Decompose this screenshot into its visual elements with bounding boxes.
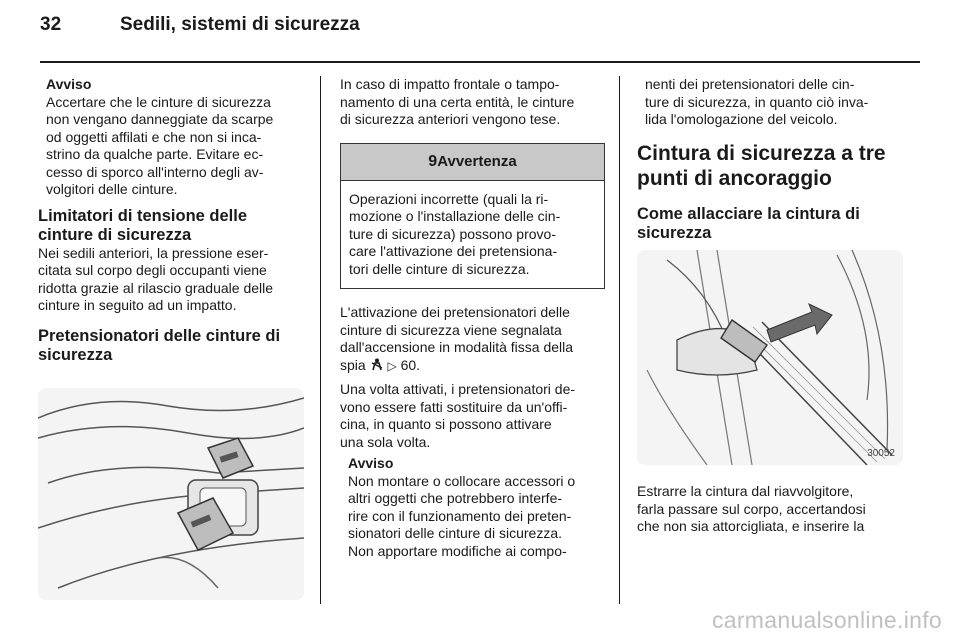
paragraph: [637, 483, 905, 536]
text-line: che non sia attorcigliata, e inserire la: [637, 518, 865, 534]
notice-line: od oggetti affilati e che non si inca-: [46, 128, 262, 145]
text-line: L'attivazione dei pretensionatori delle: [340, 304, 570, 320]
text-line: citata sul corpo degli occupanti viene: [38, 262, 267, 278]
text-line: Estrarre la cintura dal riavvolgitore,: [637, 483, 854, 499]
warning-box: [340, 143, 605, 290]
buckle-illustration: [38, 388, 304, 600]
notice-label: Avviso: [46, 76, 92, 92]
page-number: 32: [40, 14, 62, 35]
heading-line: cinture di sicurezza: [38, 225, 192, 244]
heading-line: Pretensionatori delle cinture di: [38, 326, 281, 345]
header-rule: [40, 61, 920, 63]
section-heading: [38, 327, 308, 365]
text-line: care l'attivazione dei pretensiona-: [349, 243, 558, 259]
text-line: Una volta attivati, i pretensionatori de-: [340, 381, 576, 397]
column-right: [637, 76, 905, 243]
text-line: tori delle cinture di sicurezza.: [349, 260, 530, 277]
column-right-lower: [637, 483, 905, 536]
warning-icon: 9: [428, 152, 438, 170]
text-line: In caso di impatto frontale o tampo-: [340, 76, 560, 92]
seatbelt-illustration: [637, 250, 903, 465]
notice-line: Non apportare modifiche ai compo-: [348, 542, 567, 559]
text-line: cinture in seguito ad un impatto.: [38, 297, 237, 313]
text-span: spia: [340, 356, 366, 373]
notice-line: altri oggetti che potrebbero interfe-: [348, 490, 563, 506]
column-divider: [320, 76, 321, 604]
text-line: [340, 357, 605, 376]
paragraph: [340, 76, 605, 129]
text-line: dall'accensione in modalità fissa della: [340, 339, 574, 355]
text-line: namento di una certa entità, le cinture: [340, 93, 575, 110]
text-line: cinture di sicurezza viene segnalata: [340, 321, 562, 338]
page-title: Sedili, sistemi di sicurezza: [120, 14, 360, 35]
warning-title: Avvertenza: [437, 153, 517, 170]
text-line: Operazioni incorrette (quali la ri-: [349, 190, 549, 207]
notice-line: Non montare o collocare accessori o: [348, 472, 576, 489]
section-heading: [38, 207, 308, 245]
section-heading: [637, 141, 905, 191]
page-reference[interactable]: 60.: [400, 356, 421, 373]
heading-line: Come allacciare la cintura di: [637, 204, 860, 223]
notice-line: Accertare che le cinture di sicurezza: [46, 93, 271, 110]
subsection-heading: [637, 205, 905, 243]
notice-line: cesso di sporco all'interno degli av-: [46, 163, 264, 180]
page-header: [40, 14, 360, 36]
notice-line: lida l'omologazione del veicolo.: [645, 111, 838, 127]
notice-line: strino da qualche parte. Evitare ec-: [46, 146, 264, 162]
text-line: di sicurezza anteriori vengono tese.: [340, 111, 561, 127]
paragraph: [38, 245, 308, 315]
warning-header: [341, 144, 604, 181]
notice-label: Avviso: [348, 455, 394, 471]
seatbelt-warning-icon: [370, 358, 384, 371]
heading-line: sicurezza: [637, 223, 712, 242]
heading-line: punti di ancoraggio: [637, 166, 832, 190]
column-middle: [340, 76, 605, 560]
watermark: carmanualsonline.info: [711, 607, 942, 633]
column-left: [38, 76, 308, 365]
text-line: vono essere fatti sostituire da un'offi-: [340, 398, 568, 415]
buckle-drawing: [38, 388, 304, 600]
seatbelt-drawing: [637, 250, 903, 465]
text-line: cina, in quanto si possono attivare: [340, 416, 552, 432]
notice-line: sionatori delle cinture di sicurezza.: [348, 525, 562, 541]
notice-block: [340, 455, 605, 560]
notice-line: ture di sicurezza, in quanto ciò inva-: [645, 93, 869, 110]
text-line: mozione o l'installazione delle cin-: [349, 208, 561, 224]
text-line: Nei sedili anteriori, la pressione eser-: [38, 244, 269, 261]
heading-line: Cintura di sicurezza a tre: [637, 141, 886, 165]
paragraph: [340, 381, 605, 451]
page-ref-arrow-icon: ▷: [387, 358, 397, 373]
text-line: ridotta grazie al rilascio graduale delle: [38, 279, 274, 296]
column-divider: [619, 76, 620, 604]
notice-line: non vengano danneggiate da scarpe: [46, 111, 274, 127]
heading-line: sicurezza: [38, 345, 113, 364]
notice-continuation: [637, 76, 905, 129]
figure-number: 30052: [867, 448, 895, 459]
notice-block: [38, 76, 308, 199]
paragraph: [340, 304, 605, 375]
text-line: una sola volta.: [340, 433, 431, 450]
notice-line: volgitori delle cinture.: [46, 181, 178, 197]
text-line: farla passare sul corpo, accertandosi: [637, 500, 866, 517]
text-line: ture di sicurezza) possono provo-: [349, 225, 556, 242]
heading-line: Limitatori di tensione delle: [38, 206, 248, 225]
warning-body: [341, 181, 604, 289]
notice-line: nenti dei pretensionatori delle cin-: [645, 76, 855, 92]
notice-line: rire con il funzionamento dei preten-: [348, 507, 572, 524]
